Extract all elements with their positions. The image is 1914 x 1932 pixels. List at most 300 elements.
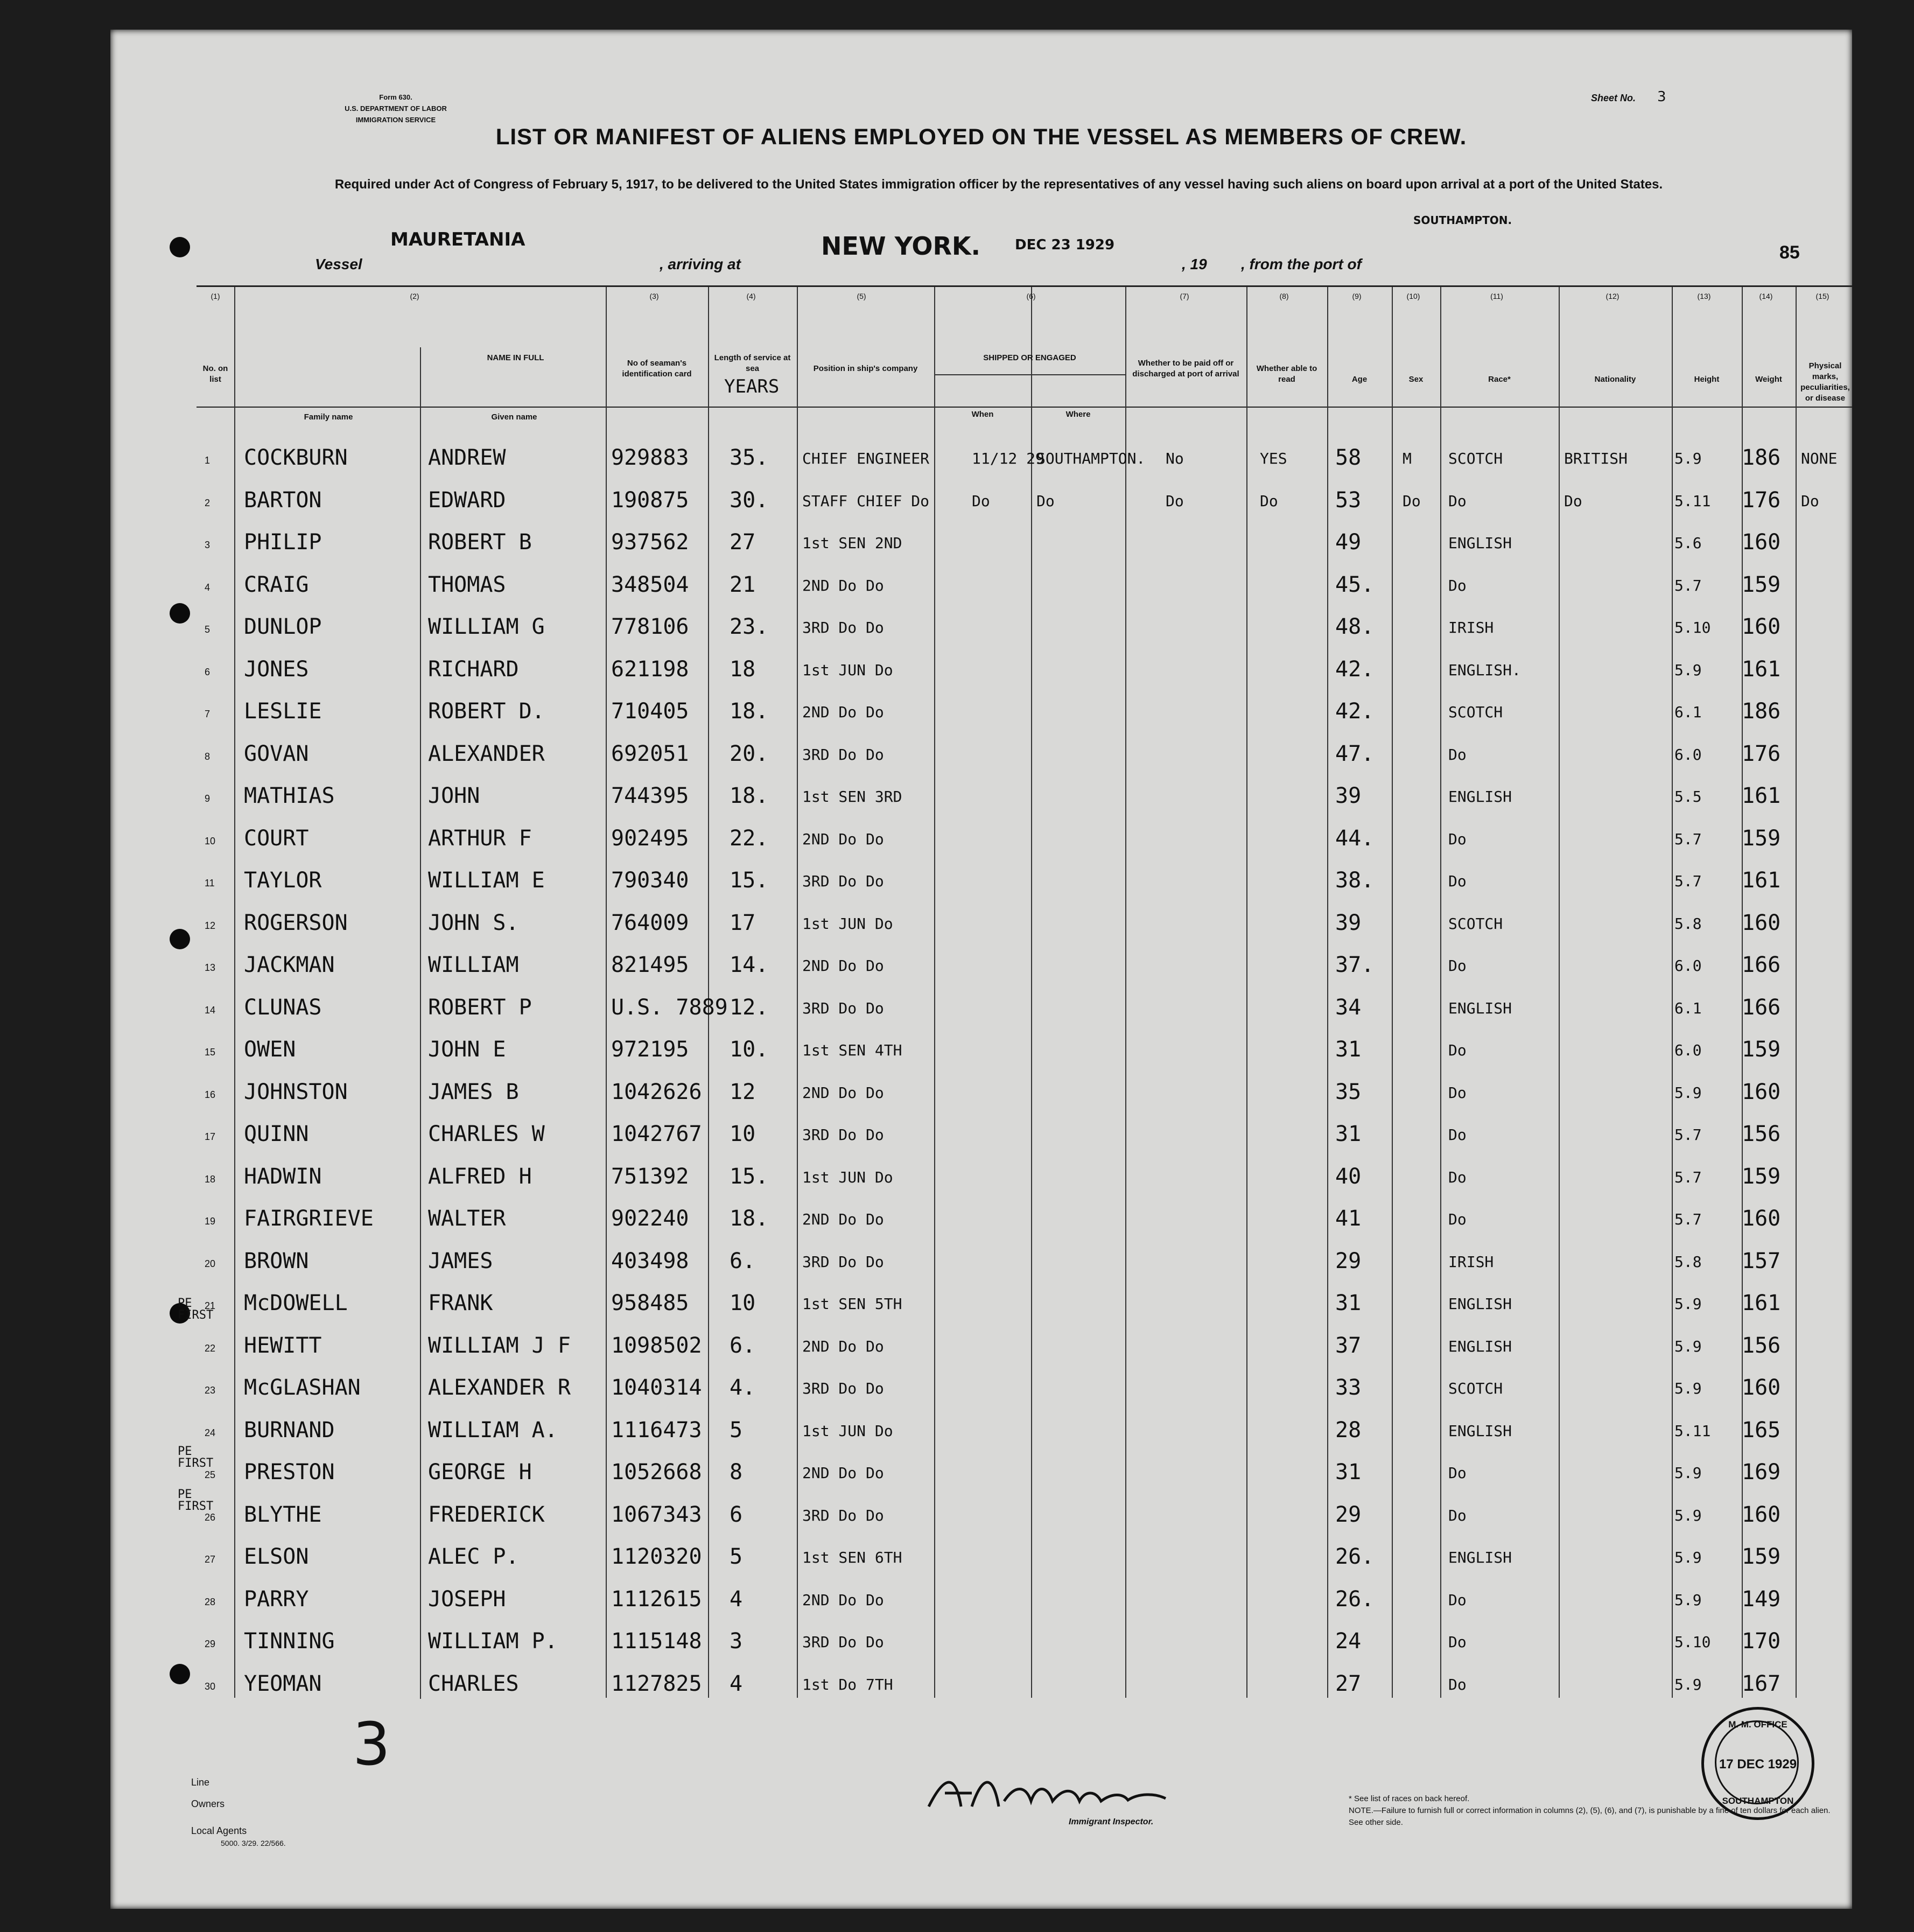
family-name: DUNLOP xyxy=(244,614,322,639)
weight: 161 xyxy=(1742,868,1781,893)
race: ENGLISH. xyxy=(1448,661,1521,679)
column-header: Weight xyxy=(1755,375,1782,384)
age: 33 xyxy=(1335,1375,1362,1400)
height: 5.9 xyxy=(1674,1675,1702,1693)
id-card-number: 972195 xyxy=(611,1037,689,1062)
ship-position: 2ND Do Do xyxy=(802,1464,884,1482)
height: 5.6 xyxy=(1674,534,1702,552)
height: 6.0 xyxy=(1674,957,1702,975)
table-row xyxy=(110,566,1852,609)
race: ENGLISH xyxy=(1448,1337,1512,1355)
id-card-number: 1042767 xyxy=(611,1122,702,1146)
race: ENGLISH xyxy=(1448,534,1512,552)
row-number: 30 xyxy=(205,1681,216,1692)
weight: 157 xyxy=(1742,1248,1781,1273)
punch-hole xyxy=(170,237,190,257)
column-number: (13) xyxy=(1697,292,1711,300)
race: SCOTCH xyxy=(1448,450,1503,467)
height: 5.9 xyxy=(1674,1295,1702,1313)
year-label: , 19 xyxy=(1182,256,1207,272)
height: 5.10 xyxy=(1674,619,1711,636)
column-header: SHIPPED OR ENGAGED xyxy=(983,353,1076,362)
ship-position: STAFF CHIEF Do xyxy=(802,492,930,510)
ship-position: 1st JUN Do xyxy=(802,1422,893,1440)
column-header: Where xyxy=(1065,410,1091,419)
given-name: FRANK xyxy=(428,1291,493,1315)
service-length: 15. xyxy=(730,868,769,893)
race: Do xyxy=(1448,1591,1467,1609)
age: 31 xyxy=(1335,1291,1362,1315)
id-card-number: 1112615 xyxy=(611,1586,702,1612)
race: Do xyxy=(1448,1633,1467,1651)
column-header: Whether to be paid off or discharged at port of arrival xyxy=(1132,359,1239,379)
service-length: 8 xyxy=(730,1460,743,1485)
id-card-number: 403498 xyxy=(611,1248,689,1273)
given-name: CHARLES W xyxy=(428,1122,545,1146)
age: 29 xyxy=(1335,1248,1362,1273)
table-row xyxy=(110,1242,1852,1285)
given-name: JAMES B xyxy=(428,1079,519,1104)
weight: 161 xyxy=(1742,1291,1781,1315)
weight: 169 xyxy=(1742,1460,1781,1485)
table-row xyxy=(110,1496,1852,1539)
shipped-when: 11/12 29 xyxy=(972,450,1044,467)
id-card-number: 790340 xyxy=(611,868,689,893)
weight: 167 xyxy=(1742,1671,1781,1696)
given-name: RICHARD xyxy=(428,656,519,682)
race: ENGLISH xyxy=(1448,1295,1512,1313)
given-name: WILLIAM P. xyxy=(428,1629,558,1654)
arrival-date: DEC 23 1929 xyxy=(1015,237,1115,253)
given-name: ROBERT D. xyxy=(428,699,545,724)
id-card-number: 958485 xyxy=(611,1291,689,1315)
family-name: TINNING xyxy=(244,1629,335,1654)
column-number: (11) xyxy=(1490,292,1503,300)
family-name: McGLASHAN xyxy=(244,1375,361,1400)
service-length: 12. xyxy=(730,995,769,1020)
id-card-number: 190875 xyxy=(611,487,689,513)
document-subtitle: Required under Act of Congress of February 5, 1917, to be delivered to the United States immigration officer by the representatives of any vessel having such aliens on board upon arrival at a port of the United States. xyxy=(334,177,1663,192)
local-agents-label: Local Agents xyxy=(191,1825,247,1836)
row-number: 5 xyxy=(205,624,211,635)
physical-marks: NONE xyxy=(1801,450,1838,467)
ship-position: 3RD Do Do xyxy=(802,1126,884,1144)
vessel-line: Vessel xyxy=(315,256,362,272)
ship-position: 2ND Do Do xyxy=(802,1337,884,1355)
weight: 160 xyxy=(1742,1206,1781,1231)
given-name: GEORGE H xyxy=(428,1460,532,1485)
column-number: (5) xyxy=(857,292,866,300)
column-number: (10) xyxy=(1406,292,1420,300)
height: 5.8 xyxy=(1674,1252,1702,1271)
given-name: ALEXANDER xyxy=(428,741,545,766)
family-name: ELSON xyxy=(244,1544,309,1569)
row-number: 13 xyxy=(205,962,216,973)
table-top-rule xyxy=(197,285,1852,287)
race: Do xyxy=(1448,1041,1467,1059)
given-name: WILLIAM xyxy=(428,953,519,977)
height: 6.1 xyxy=(1674,703,1702,721)
row-number: 2 xyxy=(205,497,211,508)
column-number: (6) xyxy=(1026,292,1036,300)
given-name: ALEXANDER R xyxy=(428,1375,571,1400)
ship-position: 2ND Do Do xyxy=(802,576,884,594)
race: ENGLISH xyxy=(1448,1422,1512,1440)
shipped-subrule xyxy=(934,374,1125,375)
column-number: (7) xyxy=(1180,292,1189,300)
height: 5.9 xyxy=(1674,1591,1702,1609)
id-card-number: 1067343 xyxy=(611,1502,702,1527)
height: 5.10 xyxy=(1674,1633,1711,1651)
table-row xyxy=(110,946,1852,989)
form-identifier: Form 630. U.S. DEPARTMENT OF LABOR IMMIGRATION SERVICE xyxy=(345,93,447,124)
age: 39 xyxy=(1335,910,1362,935)
family-name: LESLIE xyxy=(244,699,322,724)
row-number: 10 xyxy=(205,835,216,846)
table-row xyxy=(110,862,1852,905)
race: Do xyxy=(1448,576,1467,594)
table-row xyxy=(110,1622,1852,1665)
family-name: HEWITT xyxy=(244,1333,322,1358)
sex: Do xyxy=(1403,492,1421,510)
given-name: JAMES xyxy=(428,1248,493,1273)
row-number: 21 xyxy=(205,1300,216,1311)
height: 5.7 xyxy=(1674,1210,1702,1228)
row-number: 23 xyxy=(205,1385,216,1396)
row-number: 14 xyxy=(205,1004,216,1016)
ship-position: 3RD Do Do xyxy=(802,1633,884,1651)
column-header: Given name xyxy=(491,412,537,422)
nationality: Do xyxy=(1564,492,1582,510)
arrival-port: NEW YORK. xyxy=(821,232,980,261)
office-stamp: M. M. OFFICE 17 DEC 1929 SOUTHAMPTON xyxy=(1701,1707,1814,1820)
service-length: 10 xyxy=(730,1122,756,1146)
table-row xyxy=(110,1538,1852,1581)
weight: 159 xyxy=(1742,572,1781,597)
column-number: (8) xyxy=(1279,292,1289,300)
family-name: MATHIAS xyxy=(244,783,335,808)
family-name: BLYTHE xyxy=(244,1502,322,1527)
family-name: JONES xyxy=(244,656,309,682)
height: 5.9 xyxy=(1674,1083,1702,1102)
age: 29 xyxy=(1335,1502,1362,1527)
sheet-number: Sheet No. 3 xyxy=(1591,89,1666,105)
age: 35 xyxy=(1335,1079,1362,1104)
service-length: 10. xyxy=(730,1037,769,1062)
table-row xyxy=(110,1031,1852,1074)
table-row xyxy=(110,1115,1852,1158)
table-row xyxy=(110,735,1852,778)
ship-position: 1st SEN 5TH xyxy=(802,1295,902,1313)
id-card-number: 1052668 xyxy=(611,1460,702,1485)
weight: 186 xyxy=(1742,699,1781,724)
age: 49 xyxy=(1335,530,1362,555)
weight: 160 xyxy=(1742,530,1781,555)
age: 58 xyxy=(1335,445,1362,470)
age: 24 xyxy=(1335,1629,1362,1654)
row-number: 8 xyxy=(205,751,211,762)
table-row xyxy=(110,481,1852,524)
table-row xyxy=(110,692,1852,736)
column-header: Position in ship's company xyxy=(813,364,918,373)
height: 5.9 xyxy=(1674,661,1702,679)
service-length: 10 xyxy=(730,1291,756,1315)
height: 5.7 xyxy=(1674,576,1702,594)
service-length: 20. xyxy=(730,741,769,766)
given-name: ALFRED H xyxy=(428,1164,532,1189)
height: 5.5 xyxy=(1674,788,1702,806)
race: Do xyxy=(1448,1126,1467,1144)
id-card-number: 1120320 xyxy=(611,1544,702,1569)
ship-position: 1st SEN 2ND xyxy=(802,534,902,552)
height: 5.9 xyxy=(1674,1337,1702,1355)
given-name: FREDERICK xyxy=(428,1502,545,1527)
ship-position: 1st JUN Do xyxy=(802,1168,893,1186)
given-name: WALTER xyxy=(428,1206,506,1231)
inspector-signature xyxy=(923,1769,1246,1817)
table-row xyxy=(110,1369,1852,1412)
weight: 160 xyxy=(1742,614,1781,639)
row-number: 17 xyxy=(205,1131,216,1142)
weight: 149 xyxy=(1742,1586,1781,1612)
table-row xyxy=(110,989,1852,1032)
service-length: 14. xyxy=(730,953,769,977)
nationality: BRITISH xyxy=(1564,450,1628,467)
service-length: 12 xyxy=(730,1079,756,1104)
id-card-number: 902240 xyxy=(611,1206,689,1231)
height: 6.0 xyxy=(1674,1041,1702,1059)
ship-position: 3RD Do Do xyxy=(802,1380,884,1397)
family-name: PARRY xyxy=(244,1586,309,1612)
row-number: 6 xyxy=(205,666,211,677)
given-name: JOHN xyxy=(428,783,480,808)
given-name: ANDREW xyxy=(428,445,506,470)
weight: 165 xyxy=(1742,1417,1781,1443)
column-number: (12) xyxy=(1605,292,1619,300)
race: Do xyxy=(1448,1210,1467,1228)
family-name: COCKBURN xyxy=(244,445,348,470)
age: 48. xyxy=(1335,614,1375,639)
id-card-number: 1040314 xyxy=(611,1375,702,1400)
from-label: , from the port of xyxy=(1241,256,1362,272)
row-number: 18 xyxy=(205,1173,216,1185)
row-number: 24 xyxy=(205,1427,216,1438)
race: SCOTCH xyxy=(1448,703,1503,721)
given-name: JOSEPH xyxy=(428,1586,506,1612)
column-header: Race* xyxy=(1488,375,1511,384)
family-name: COURT xyxy=(244,825,309,851)
service-length: 18. xyxy=(730,699,769,724)
service-length: 4 xyxy=(730,1671,743,1696)
column-number: (14) xyxy=(1759,292,1773,300)
column-number: (1) xyxy=(211,292,220,300)
service-length: 21 xyxy=(730,572,756,597)
ship-position: 1st SEN 3RD xyxy=(802,788,902,806)
column-header: Nationality xyxy=(1594,375,1636,384)
height: 5.9 xyxy=(1674,450,1702,467)
id-card-number: 751392 xyxy=(611,1164,689,1189)
id-card-number: 621198 xyxy=(611,656,689,682)
column-header: Whether able to read xyxy=(1256,364,1317,384)
weight: 160 xyxy=(1742,910,1781,935)
column-header: No. on list xyxy=(202,364,228,384)
height: 6.1 xyxy=(1674,999,1702,1017)
race: Do xyxy=(1448,745,1467,764)
race: Do xyxy=(1448,957,1467,975)
id-card-number: 778106 xyxy=(611,614,689,639)
given-name: WILLIAM A. xyxy=(428,1417,558,1443)
id-card-number: 902495 xyxy=(611,825,689,851)
weight: 156 xyxy=(1742,1122,1781,1146)
arriving-label: , arriving at xyxy=(660,256,741,272)
race: IRISH xyxy=(1448,619,1494,636)
ship-position: 3RD Do Do xyxy=(802,619,884,636)
table-row xyxy=(110,1158,1852,1201)
ship-position: 1st SEN 6TH xyxy=(802,1549,902,1566)
manifest-page xyxy=(110,30,1852,1909)
id-card-number: 1116473 xyxy=(611,1417,702,1443)
age: 31 xyxy=(1335,1122,1362,1146)
service-length: 18. xyxy=(730,1206,769,1231)
service-length: 5 xyxy=(730,1417,743,1443)
ship-position: 2ND Do Do xyxy=(802,703,884,721)
given-name: WILLIAM E xyxy=(428,868,545,893)
age: 28 xyxy=(1335,1417,1362,1443)
row-number: 11 xyxy=(205,878,215,888)
ship-position: 1st SEN 4TH xyxy=(802,1041,902,1059)
service-length: 27 xyxy=(730,530,756,555)
ship-position: 1st Do 7TH xyxy=(802,1675,893,1693)
height: 5.11 xyxy=(1674,1422,1711,1440)
margin-note: PE FIRST xyxy=(178,1445,214,1470)
family-name: PHILIP xyxy=(244,530,322,555)
id-card-number: 1042626 xyxy=(611,1079,702,1104)
race: ENGLISH xyxy=(1448,1549,1512,1566)
able-to-read: Do xyxy=(1260,492,1278,510)
given-name: EDWARD xyxy=(428,487,506,513)
family-name: QUINN xyxy=(244,1122,309,1146)
id-card-number: 1115148 xyxy=(611,1629,702,1654)
age: 26. xyxy=(1335,1586,1375,1612)
ship-position: 3RD Do Do xyxy=(802,1252,884,1271)
height: 5.11 xyxy=(1674,492,1711,510)
family-name: McDOWELL xyxy=(244,1291,348,1315)
paid-off: Do xyxy=(1166,492,1184,510)
age: 26. xyxy=(1335,1544,1375,1569)
weight: 161 xyxy=(1742,783,1781,808)
ship-position: 2ND Do Do xyxy=(802,830,884,848)
service-length: 17 xyxy=(730,910,756,935)
race: Do xyxy=(1448,1464,1467,1482)
service-length: 3 xyxy=(730,1629,743,1654)
sex: M xyxy=(1403,450,1412,467)
id-card-number: 348504 xyxy=(611,572,689,597)
row-number: 1 xyxy=(205,455,211,466)
row-number: 15 xyxy=(205,1047,216,1058)
race: Do xyxy=(1448,1168,1467,1186)
service-length: 4 xyxy=(730,1586,743,1612)
service-length: 35. xyxy=(730,445,769,470)
shipped-where: Do xyxy=(1036,492,1055,510)
row-number: 26 xyxy=(205,1511,216,1523)
column-header: Age xyxy=(1351,375,1368,384)
service-length: 18. xyxy=(730,783,769,808)
paid-off: No xyxy=(1166,450,1184,467)
weight: 161 xyxy=(1742,656,1781,682)
ship-position: 2ND Do Do xyxy=(802,1591,884,1609)
age: 34 xyxy=(1335,995,1362,1020)
row-number: 25 xyxy=(205,1469,216,1480)
service-length: 4. xyxy=(730,1375,756,1400)
age: 53 xyxy=(1335,487,1362,513)
age: 31 xyxy=(1335,1460,1362,1485)
years-annotation: YEARS xyxy=(724,376,780,397)
id-card-number: 764009 xyxy=(611,910,689,935)
inspector-label: Immigrant Inspector. xyxy=(1069,1817,1154,1826)
service-length: 30. xyxy=(730,487,769,513)
line-value: 3 xyxy=(353,1710,390,1779)
weight: 166 xyxy=(1742,953,1781,977)
family-name: ROGERSON xyxy=(244,910,348,935)
weight: 176 xyxy=(1742,487,1781,513)
table-row xyxy=(110,1200,1852,1243)
row-number: 28 xyxy=(205,1596,216,1607)
row-number: 7 xyxy=(205,709,211,719)
row-number: 29 xyxy=(205,1639,216,1649)
ship-position: 2ND Do Do xyxy=(802,957,884,975)
column-number: (2) xyxy=(410,292,419,300)
column-header: Length of service at sea xyxy=(714,353,791,373)
race: SCOTCH xyxy=(1448,1380,1503,1397)
given-name: THOMAS xyxy=(428,572,506,597)
row-number: 19 xyxy=(205,1216,216,1227)
column-header: Physical marks, peculiarities, or disease xyxy=(1800,361,1850,403)
shipped-when: Do xyxy=(972,492,990,510)
race: Do xyxy=(1448,872,1467,890)
able-to-read: YES xyxy=(1260,450,1287,467)
family-name: YEOMAN xyxy=(244,1671,322,1696)
race: Do xyxy=(1448,1083,1467,1102)
corner-number: 85 xyxy=(1779,242,1800,263)
table-row xyxy=(110,1327,1852,1370)
age: 40 xyxy=(1335,1164,1362,1189)
id-card-number: 1098502 xyxy=(611,1333,702,1358)
height: 5.9 xyxy=(1674,1549,1702,1566)
vessel-name: MAURETANIA xyxy=(390,229,525,250)
column-header: Sex xyxy=(1408,375,1424,384)
ship-position: 1st JUN Do xyxy=(802,914,893,933)
height: 5.8 xyxy=(1674,914,1702,933)
table-row xyxy=(110,1411,1852,1454)
service-length: 6 xyxy=(730,1502,743,1527)
given-name: ROBERT B xyxy=(428,530,532,555)
race: Do xyxy=(1448,1675,1467,1693)
weight: 156 xyxy=(1742,1333,1781,1358)
race: SCOTCH xyxy=(1448,914,1503,933)
age: 39 xyxy=(1335,783,1362,808)
age: 37 xyxy=(1335,1333,1362,1358)
id-card-number: 710405 xyxy=(611,699,689,724)
given-name: WILLIAM G xyxy=(428,614,545,639)
column-number: (15) xyxy=(1815,292,1829,300)
table-row xyxy=(110,777,1852,820)
column-number: (3) xyxy=(649,292,659,300)
ship-position: 1st JUN Do xyxy=(802,661,893,679)
ship-position: 3RD Do Do xyxy=(802,1506,884,1524)
weight: 160 xyxy=(1742,1375,1781,1400)
age: 41 xyxy=(1335,1206,1362,1231)
given-name: JOHN S. xyxy=(428,910,519,935)
